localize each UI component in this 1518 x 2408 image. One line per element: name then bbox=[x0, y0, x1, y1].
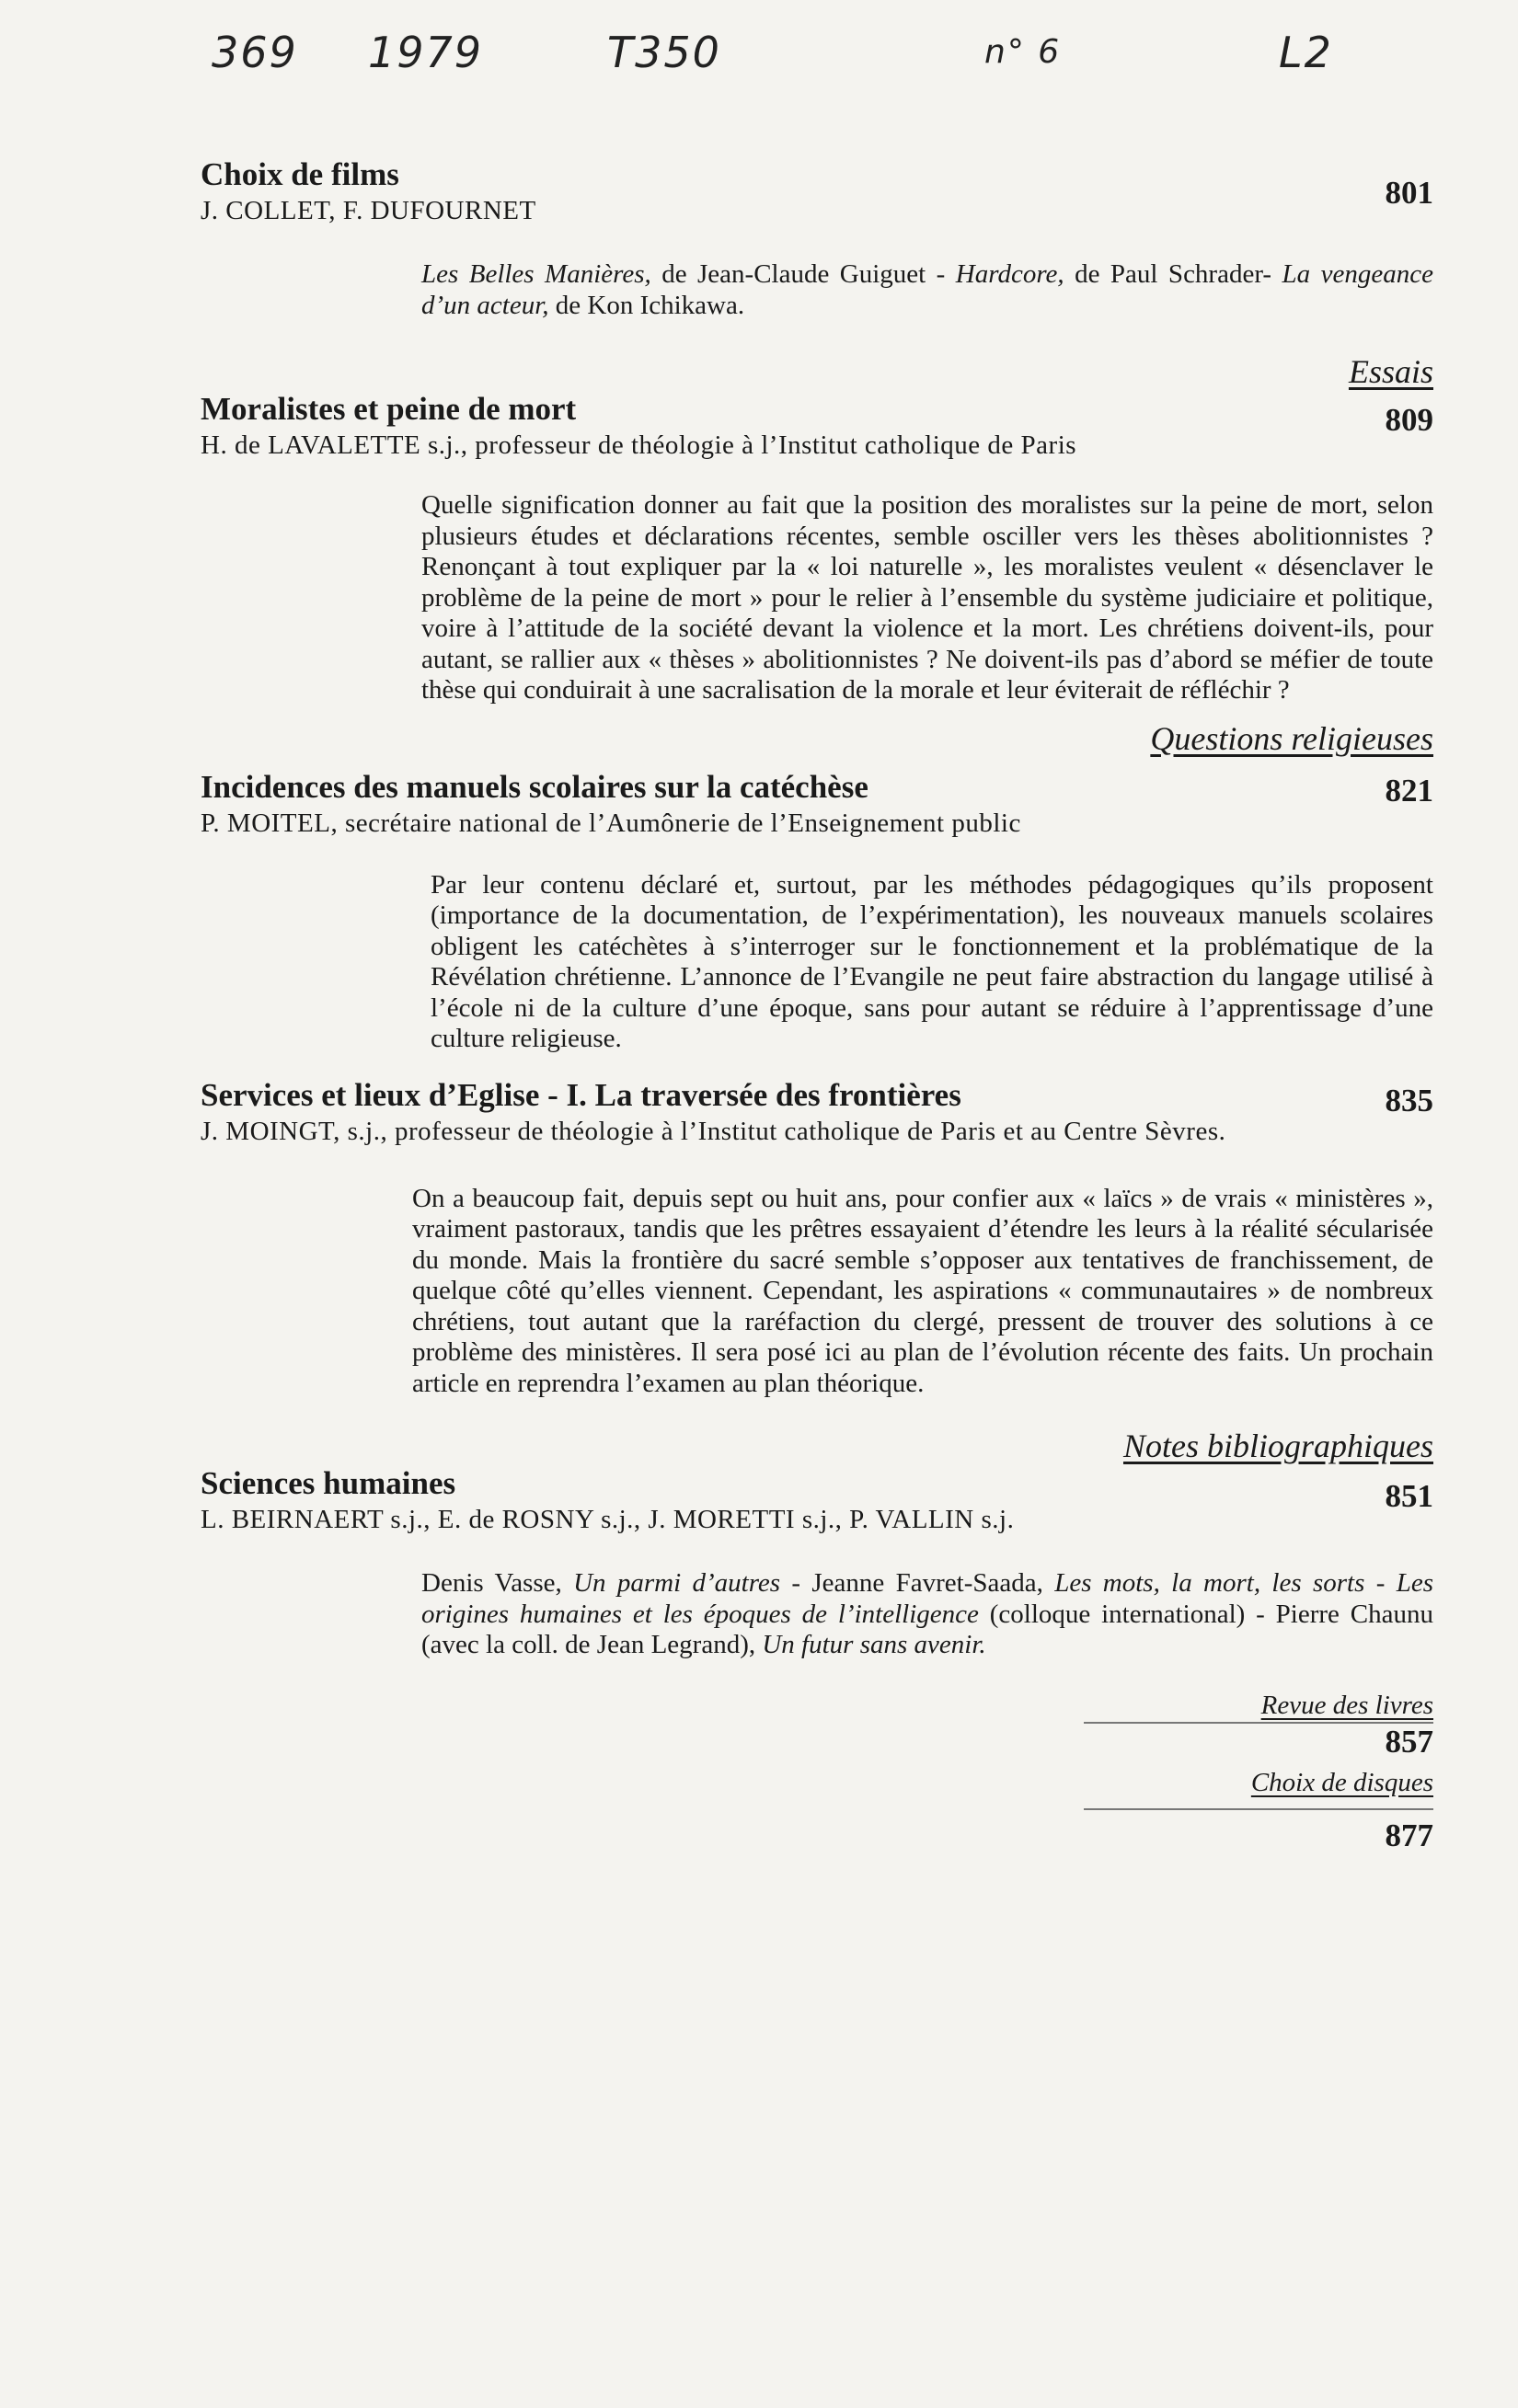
page-number: 877 bbox=[1385, 1817, 1433, 1853]
entry-title[interactable]: Moralistes et peine de mort bbox=[201, 391, 577, 427]
page-number: 835 bbox=[1385, 1082, 1433, 1118]
section-rubric-questions-religieuses[interactable]: Questions religieuses bbox=[1150, 719, 1433, 757]
page-number: 809 bbox=[1385, 402, 1433, 438]
table-of-contents bbox=[201, 156, 1433, 1854]
page-number: 857 bbox=[1385, 1723, 1433, 1760]
entry-abstract bbox=[421, 259, 1433, 321]
handwritten-code: L2 bbox=[1279, 28, 1333, 77]
handwritten-ref: 369 bbox=[212, 28, 298, 77]
page-number: 801 bbox=[1385, 175, 1433, 211]
entry-authors: L. BEIRNAERT s.j., E. de ROSNY s.j., J. MORETTI s.j., P. VALLIN s.j. bbox=[201, 1505, 1015, 1534]
abstract-part: de Jean-Claude Guiguet - bbox=[650, 259, 956, 289]
entry-abstract: Quelle signification donner au fait que la position des moralistes sur la peine de mort, selon plusieurs études et déclarations récentes, semble osciller vers les thèses abolitionnistes ? Renonçant à tout expliquer par la « loi naturelle », les moralistes veulent « désenclaver le problème de la peine de mort » pour le relier à l’ensemble du système judiciaire et politique, voire à l’attitude de la société devant la violence et la mort. Les chrétiens doivent-ils, pour autant, se rallier aux « thèses » abolitionnistes ? Ne doivent-ils pas d’abord se méfier de toute thèse qui conduirait à une sacralisation de la morale et leur éviterait de réfléchir ? bbox=[421, 490, 1433, 705]
abstract-part: Les origines humaines et les époques de l’intelligence bbox=[421, 1568, 1434, 1629]
toc-entry-moralistes bbox=[201, 391, 1433, 706]
entry-abstract: On a beaucoup fait, depuis sept ou huit ans, pour confier aux « laïcs » de vrais « ministères », vraiment pastoraux, tandis que les prêtres essayaient d’étendre les leurs à la réalité sécularisée du monde. Mais la frontière du sacré semble s’opposer aux tentatives de franchissement, de quelque côté qu’elles viennent. Cependant, les aspirations « communautaires » de nombreux chrétiens, tout autant que la raréfaction du clergé, pressent de trouver des solutions à ce problème des ministères. Il sera posé ici au plan de l’évolution récente des faits. Un prochain article en reprendra l’examen au plan théorique. bbox=[412, 1183, 1433, 1398]
toc-entry-services-eglise bbox=[201, 1077, 1433, 1400]
abstract-part: Les Belles Manières, bbox=[421, 259, 651, 289]
abstract-part: (colloque international) - Pierre Chaunu (avec la coll. de Jean Legrand), bbox=[421, 1599, 1433, 1659]
section-rubric-revue-des-livres[interactable]: Revue des livres bbox=[1260, 1690, 1433, 1720]
abstract-part: de Kon Ichikawa. bbox=[548, 290, 745, 320]
toc-entry-manuels-scolaires bbox=[201, 769, 1433, 1055]
abstract-part: - Jeanne Favret-Saada, bbox=[780, 1568, 1055, 1598]
handwritten-year: 1979 bbox=[368, 28, 484, 77]
entry-authors: J. COLLET, F. DUFOURNET bbox=[201, 196, 536, 225]
entry-title[interactable]: Incidences des manuels scolaires sur la catéchèse bbox=[201, 768, 868, 805]
entry-authors: P. MOITEL, secrétaire national de l’Aumônerie de l’Enseignement public bbox=[201, 808, 1021, 838]
entry-title[interactable]: Sciences humaines bbox=[201, 1465, 456, 1501]
handwritten-tome: T350 bbox=[607, 28, 721, 77]
section-rubric-notes-bibliographiques[interactable]: Notes bibliographiques bbox=[1122, 1428, 1433, 1464]
abstract-part: de Paul Schrader- bbox=[1064, 259, 1282, 289]
section-rubric-essais[interactable]: Essais bbox=[1348, 353, 1433, 390]
entry-abstract bbox=[421, 1568, 1433, 1661]
toc-entry-choix-de-films bbox=[201, 156, 1433, 321]
page-number: 821 bbox=[1385, 772, 1433, 808]
abstract-part: Les mots, la mort, les sorts bbox=[1054, 1568, 1365, 1598]
abstract-part: La vengeance d’un acteur, bbox=[421, 259, 1433, 320]
section-rubric-choix-de-disques[interactable]: Choix de disques bbox=[1250, 1767, 1433, 1797]
entry-authors: J. MOINGT, s.j., professeur de théologie à l’Institut catholique de Paris et au Centre Sèvres. bbox=[201, 1116, 1226, 1146]
divider bbox=[1084, 1808, 1433, 1810]
entry-title[interactable]: Choix de films bbox=[201, 156, 399, 192]
handwritten-number: n° 6 bbox=[984, 33, 1062, 71]
entry-title[interactable]: Services et lieux d’Eglise - I. La traversée des frontières bbox=[201, 1076, 961, 1113]
abstract-part: Denis Vasse, bbox=[421, 1568, 574, 1598]
abstract-part: Un futur sans avenir. bbox=[762, 1630, 986, 1659]
entry-abstract: Par leur contenu déclaré et, surtout, par les méthodes pédagogiques qu’ils proposent (importance de la documentation, de l’expérimentation), les nouveaux manuels scolaires obligent les catéchètes à s’interroger sur le fonctionnement et la problématique de la Révélation chrétienne. L’annonce de l’Evangile ne peut faire abstraction du langage utilisé à l’école ni de la culture d’une époque, sans pour autant se réduire à l’apprentissage d’une culture religieuse. bbox=[431, 869, 1433, 1053]
abstract-part: Hardcore, bbox=[955, 259, 1064, 289]
entry-authors: H. de LAVALETTE s.j., professeur de théologie à l’Institut catholique de Paris bbox=[201, 430, 1077, 460]
abstract-part: Un parmi d’autres bbox=[573, 1568, 781, 1598]
abstract-part: - bbox=[1364, 1568, 1397, 1598]
page-number: 851 bbox=[1385, 1478, 1433, 1514]
toc-entry-sciences-humaines bbox=[201, 1465, 1433, 1661]
